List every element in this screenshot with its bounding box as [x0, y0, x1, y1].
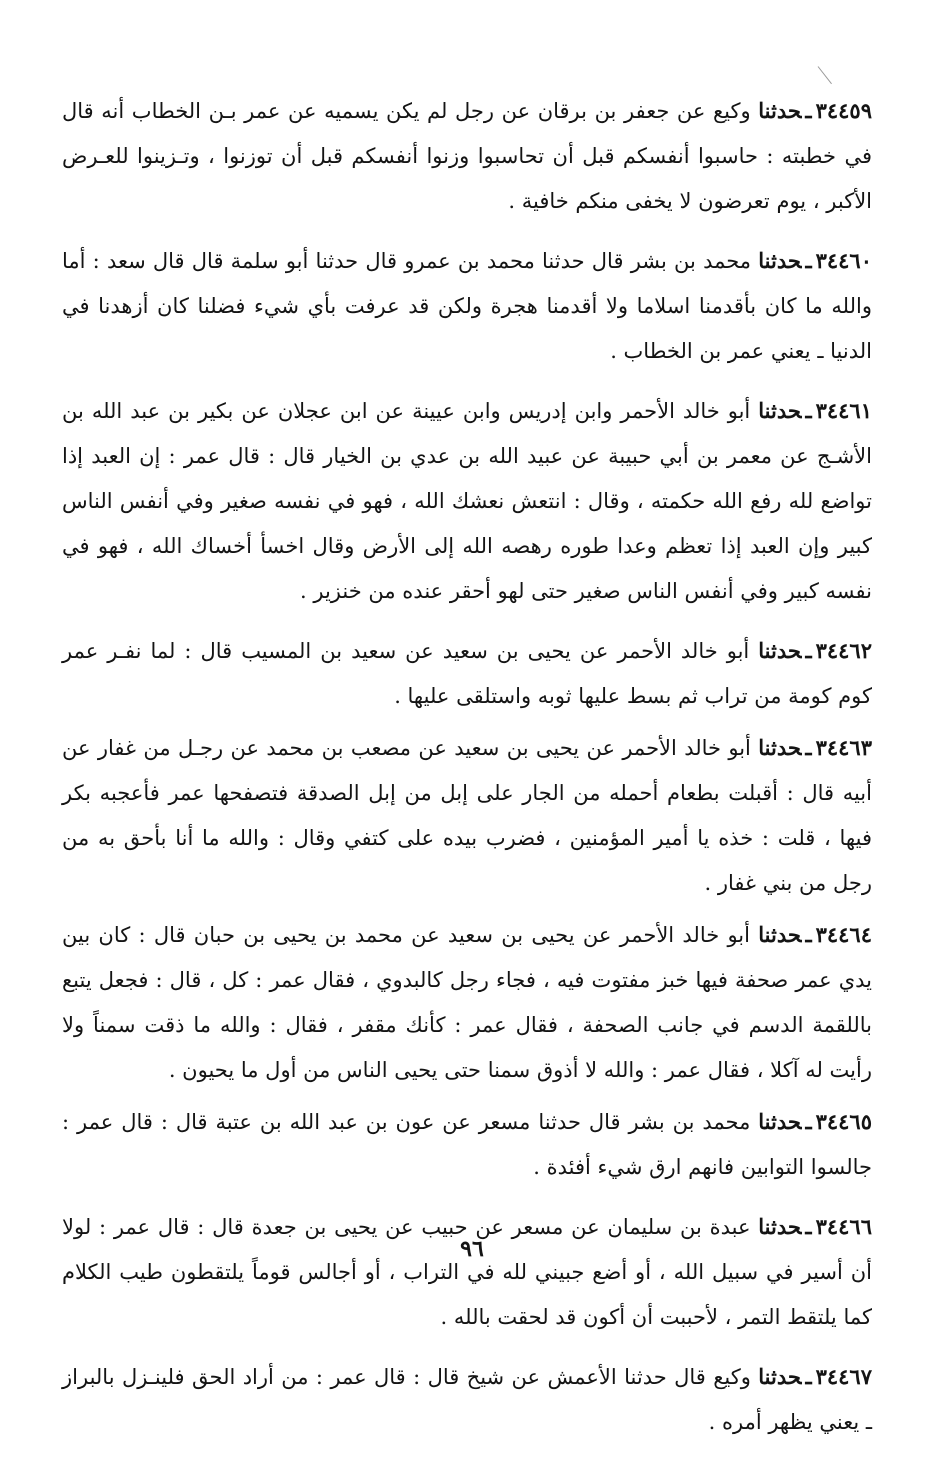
- hadith-entry-34465: [62, 1099, 872, 1190]
- entry-text: أبو خالد الأحمر وابن إدريس وابن عيينة عن ابن عجلان عن بكير بن عبد الله بن الأشـج عن معمر بن أبي حبيبة عن عبيد الله بن عدي بن الخيار قال : قال عمر : إن العبد إذا تواضع لله رفع الله حكمته ، وقال : انتعش نعشك الله ، فهو في نفسه صغير وفي أنفس الناس كبير وإن العبد إذا تعظم وعدا طوره رهصه الله إلى الأرض وقال اخسأ أخساك الله ، فهو في نفسه كبير وفي أنفس الناس صغير حتى لهو أحقر عنده من خنزير .: [62, 399, 872, 603]
- entry-number: ٣٤٤٦٢: [815, 638, 872, 663]
- entry-separator: ـ: [805, 248, 812, 273]
- hadith-entry-34462: [62, 628, 872, 719]
- entry-number: ٣٤٤٦١: [815, 398, 872, 423]
- entry-number: ٣٤٤٦٥: [815, 1109, 872, 1134]
- entry-lead-word: حدثنا: [758, 922, 802, 947]
- entry-lead-word: حدثنا: [758, 1364, 802, 1389]
- entry-separator: ـ: [805, 1364, 812, 1389]
- entry-lead-word: حدثنا: [758, 735, 802, 760]
- entry-lead-word: حدثنا: [758, 248, 802, 273]
- entry-separator: ـ: [805, 1109, 812, 1134]
- entry-number: ٣٤٤٥٩: [815, 98, 872, 123]
- entry-text: عبدة بن سليمان عن مسعر عن حبيب عن يحيى بن جعدة قال : قال عمر : لولا أن أسير في سبيل الله ، أو أضع جبيني لله في التراب ، أو أجالس قوماً يلتقطون طيب الكلام كما يلتقط التمر ، لأحببت أن أكون قد لحقت بالله .: [62, 1215, 872, 1329]
- page-number: ٩٦: [460, 1236, 484, 1262]
- entry-separator: ـ: [805, 1214, 812, 1239]
- entry-text: أبو خالد الأحمر عن يحيى بن سعيد عن محمد بن يحيى بن حبان قال : كان بين يدي عمر صحفة فيها خبز مفتوت فيه ، فجاء رجل كالبدوي ، فقال عمر : كل ، قال : فجعل يتبع باللقمة الدسم في جانب الصحفة ، فقال عمر : كأنك مقفر ، فقال : والله ما ذقت سمناً ولا رأيت له آكلا ، فقال عمر : والله لا أذوق سمنا حتى يحيى الناس من أول ما يحيون .: [62, 923, 872, 1082]
- entry-number: ٣٤٤٦٠: [815, 248, 872, 273]
- entry-lead-word: حدثنا: [758, 398, 802, 423]
- hadith-entry-34463: [62, 725, 872, 906]
- entry-lead-word: حدثنا: [758, 638, 802, 663]
- entry-text: محمد بن بشر قال حدثنا مسعر عن عون بن عبد الله بن عتبة قال : قال عمر : جالسوا التوابين فانهم ارق شيء أفئدة .: [62, 1110, 872, 1179]
- scan-artifact-line: [818, 66, 832, 84]
- hadith-entry-34466: [62, 1204, 872, 1340]
- hadith-entry-34460: [62, 238, 872, 374]
- hadith-entry-34467: [62, 1354, 872, 1445]
- entry-number: ٣٤٤٦٧: [815, 1364, 872, 1389]
- entry-text: محمد بن بشر قال حدثنا محمد بن عمرو قال حدثنا أبو سلمة قال قال سعد : أما والله ما كان بأقدمنا اسلاما ولا أقدمنا هجرة ولكن قد عرفت بأي شيء فضلنا كان أزهدنا في الدنيا ـ يعني عمر بن الخطاب .: [62, 249, 872, 363]
- entry-separator: ـ: [805, 735, 812, 760]
- entry-number: ٣٤٤٦٣: [815, 735, 872, 760]
- entry-text: وكيع قال حدثنا الأعمش عن شيخ قال : قال عمر : من أراد الحق فلينـزل بالبراز ـ يعني يظهر أمره .: [62, 1365, 872, 1434]
- entry-number: ٣٤٤٦٤: [815, 922, 872, 947]
- hadith-entry-34461: [62, 388, 872, 614]
- entry-separator: ـ: [805, 922, 812, 947]
- entry-separator: ـ: [805, 398, 812, 423]
- entry-text: أبو خالد الأحمر عن يحيى بن سعيد عن مصعب بن محمد عن رجـل من غفار عن أبيه قال : أقبلت بطعام أحمله من الجار على إبل من إبل الصدقة فتصفحها عمر فأعجبه بكر فيها ، قلت : خذه يا أمير المؤمنين ، فضرب بيده على كتفي وقال : والله ما أنا بأحق به من رجل من بني غفار .: [62, 736, 872, 895]
- entry-separator: ـ: [805, 638, 812, 663]
- entry-separator: ـ: [805, 98, 812, 123]
- entry-text: وكيع عن جعفر بن برقان عن رجل لم يكن يسميه عن عمر بـن الخطاب أنه قال في خطبته : حاسبوا أنفسكم قبل أن تحاسبوا وزنوا أنفسكم قبل أن توزنوا ، وتـزينوا للعـرض الأكبر ، يوم تعرضون لا يخفى منكم خافية .: [62, 99, 872, 213]
- entry-lead-word: حدثنا: [758, 98, 802, 123]
- hadith-entry-34459: [62, 88, 872, 224]
- entry-lead-word: حدثنا: [758, 1214, 802, 1239]
- hadith-entry-34464: [62, 912, 872, 1093]
- entry-number: ٣٤٤٦٦: [815, 1214, 872, 1239]
- entry-text: أبو خالد الأحمر عن يحيى بن سعيد عن سعيد بن المسيب قال : لما نفـر عمر كوم كومة من تراب ثم بسط عليها ثوبه واستلقى عليها .: [62, 639, 872, 708]
- entry-lead-word: حدثنا: [758, 1109, 802, 1134]
